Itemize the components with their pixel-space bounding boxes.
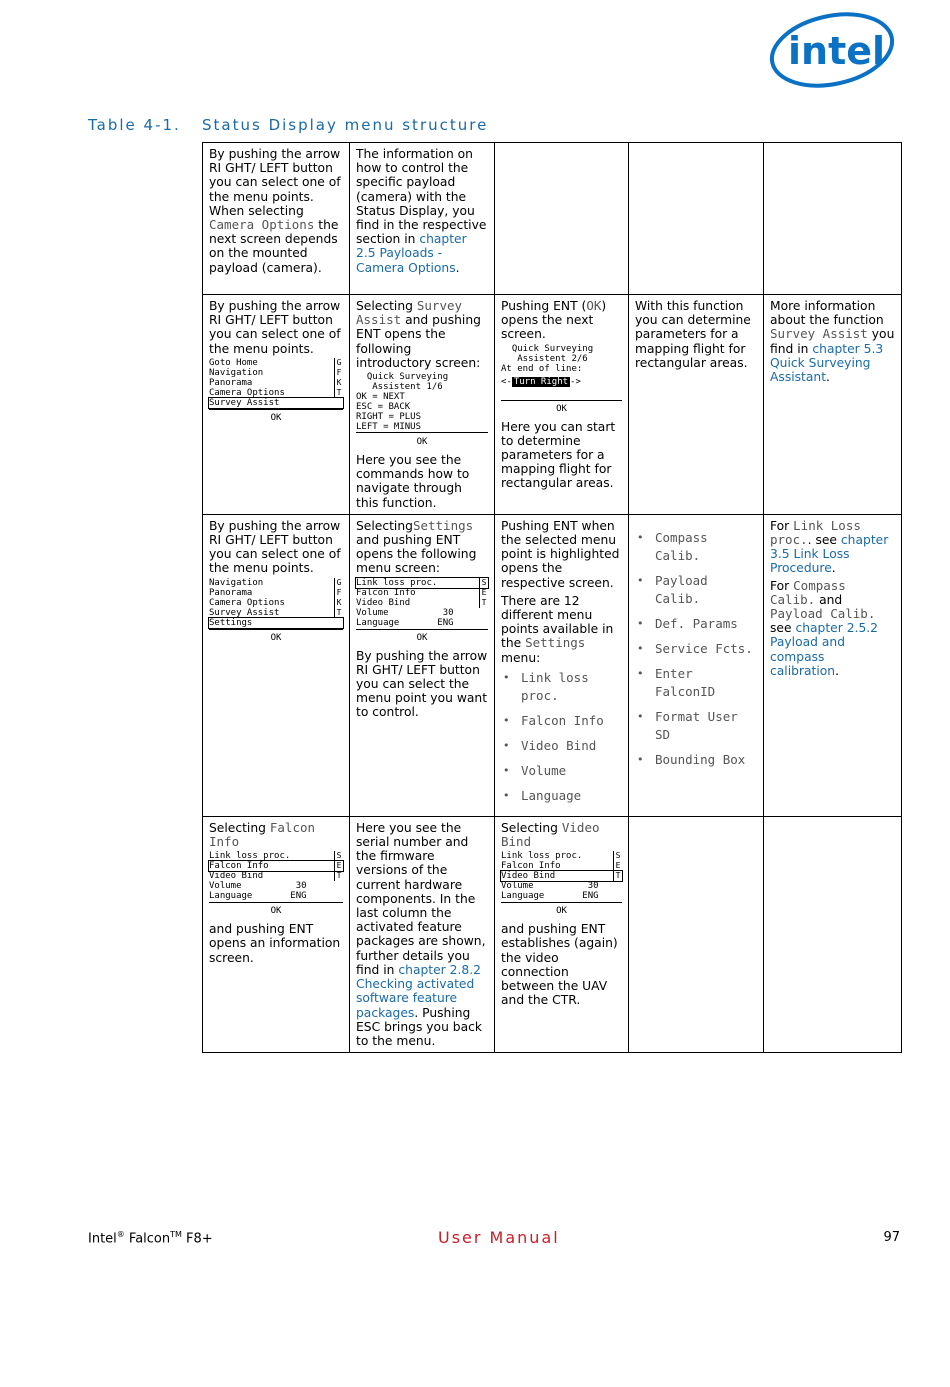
list-item: • Volume bbox=[521, 762, 622, 780]
cell: The information on how to control the specific payload (camera) with the Status Display, you find in the respective section in chapter 2.5 Payloads - Camera Options. bbox=[350, 143, 495, 295]
cell: More information about the function Survey Assist you find in chapter 5.3 Quick Surveying Assistant. bbox=[764, 295, 902, 515]
cell: Here you see the serial number and the firmware versions of the current hardware components. In the last column the activated feature packages are shown, further details you find in chapter 2.8.2 Checking activated software feature packages. Pushing ESC brings you back to the menu. bbox=[350, 816, 495, 1052]
list-item: • Video Bind bbox=[521, 737, 622, 755]
cell: Selecting Video Bind S E T Link loss proc. Falcon Info Video Bind Volume 30 Language ENG OK and pushing ENT establishes (again) the video connection between the UAV and the CTR. bbox=[495, 816, 629, 1052]
lcd-screen: Quick Surveying Assistent 1/6 OK = NEXT ESC = BACK RIGHT = PLUS LEFT = MINUS bbox=[356, 372, 488, 434]
cell: By pushing the arrow RI GHT/ LEFT button you can select one of the menu points. When selecting Camera Options the next screen depends on the mounted payload (camera). bbox=[203, 143, 350, 295]
lcd-screen: G F K T Navigation Panorama Camera Options Survey Assist Settings bbox=[209, 577, 342, 628]
table-row bbox=[203, 295, 902, 515]
lcd-screen: S E T Link loss proc. Falcon Info Video Bind Volume 30 Language ENG bbox=[501, 851, 621, 902]
cell: By pushing the arrow RI GHT/ LEFT button you can select one of the menu points. G F K T Goto Home Navigation Panorama Camera Options Survey Assist OK bbox=[203, 295, 350, 515]
chapter-link[interactable]: chapter 5.3 Quick Surveying Assistant bbox=[770, 341, 884, 385]
list-item: • Payload Calib. bbox=[655, 572, 757, 608]
menu-term: Camera Options bbox=[209, 217, 315, 233]
cell bbox=[764, 816, 902, 1052]
cell: SelectingSettings and pushing ENT opens the following menu screen: S E T Link loss proc. Falcon Info Video Bind Volume 30 Language ENG OK By pushing the arrow RI GHT/ LEFT button you can select the menu point you want to control. bbox=[350, 514, 495, 816]
list-item: • Enter FalconID bbox=[655, 665, 757, 701]
cell: For Link Loss proc.. see chapter 3.5 Link Loss Procedure. For Compass Calib. and Payload Calib. see chapter 2.5.2 Payload and compass calibration. bbox=[764, 514, 902, 816]
footer-title: User Manual bbox=[438, 1228, 560, 1247]
lcd-screen: S E T Link loss proc. Falcon Info Video Bind Volume 30 Language ENG bbox=[356, 577, 487, 628]
chapter-link[interactable]: chapter 2.5.2 Payload and compass calibration bbox=[770, 621, 879, 678]
chapter-link[interactable]: chapter 2.5 Payloads - Camera Options bbox=[356, 232, 467, 275]
intel-logo bbox=[768, 4, 900, 90]
svg-text:intel: intel bbox=[788, 29, 886, 73]
table-number: Table 4-1. bbox=[88, 116, 181, 134]
cell: Selecting Survey Assist and pushing ENT opens the following introductory screen: Quick Surveying Assistent 1/6 OK = NEXT ESC = BACK RIGHT = PLUS LEFT = MINUS OK Here you see the commands how to navigate through this function. bbox=[350, 295, 495, 515]
cell bbox=[764, 143, 902, 295]
list-item: • Link loss proc. bbox=[521, 669, 622, 705]
list-item: • Bounding Box bbox=[655, 751, 757, 769]
table-caption bbox=[88, 116, 488, 134]
chapter-link[interactable]: chapter 3.5 Link Loss Procedure bbox=[770, 533, 889, 576]
lcd-side-label: G F K T bbox=[334, 358, 343, 398]
footer-product: Intel® Falcon™ F8+ bbox=[88, 1230, 213, 1247]
settings-menu-list bbox=[501, 669, 622, 805]
list-item: • Service Fcts. bbox=[655, 640, 757, 658]
cell bbox=[495, 143, 629, 295]
lcd-screen: S E T Link loss proc. Falcon Info Video Bind Volume 30 Language ENG bbox=[209, 851, 342, 902]
list-item: • Def. Params bbox=[655, 615, 757, 633]
chapter-link[interactable]: chapter 2.8.2 Checking activated software feature packages bbox=[356, 962, 481, 1020]
status-display-menu-table bbox=[202, 142, 902, 1053]
table-title: Status Display menu structure bbox=[202, 116, 489, 134]
cell bbox=[629, 514, 764, 816]
page-number: 97 bbox=[883, 1230, 900, 1245]
cell: With this function you can determine parameters for a mapping flight for rectangular areas. bbox=[629, 295, 764, 515]
table-row bbox=[203, 816, 902, 1052]
cell bbox=[629, 816, 764, 1052]
cell: Pushing ENT when the selected menu point is highlighted opens the respective screen. There are 12 different menu points available in the Settings menu: • Link loss proc. • Falcon Info • Video Bind • Volume • Language bbox=[495, 514, 629, 816]
list-item: • Format User SD bbox=[655, 708, 757, 744]
settings-menu-list-cont bbox=[635, 529, 757, 769]
list-item: • Language bbox=[521, 787, 622, 805]
table-row bbox=[203, 514, 902, 816]
list-item: • Falcon Info bbox=[521, 712, 622, 730]
cell: Pushing ENT (OK) opens the next screen. Quick Surveying Assistent 2/6 At end of line: <- Turn Right -> OK Here you can start to determine parameters for a mapping flight for rectangular areas. bbox=[495, 295, 629, 515]
list-item: • Compass Calib. bbox=[655, 529, 757, 565]
table-row bbox=[203, 143, 902, 295]
cell: Selecting Falcon Info S E T Link loss proc. Falcon Info Video Bind Volume 30 Language ENG OK and pushing ENT opens an information screen. bbox=[203, 816, 350, 1052]
cell bbox=[629, 143, 764, 295]
cell: By pushing the arrow RI GHT/ LEFT button you can select one of the menu points. G F K T Navigation Panorama Camera Options Survey Assist Settings OK bbox=[203, 514, 350, 816]
lcd-screen: Quick Surveying Assistent 2/6 At end of line: <- Turn Right -> bbox=[501, 344, 622, 401]
lcd-screen: G F K T Goto Home Navigation Panorama Camera Options Survey Assist bbox=[209, 357, 342, 408]
